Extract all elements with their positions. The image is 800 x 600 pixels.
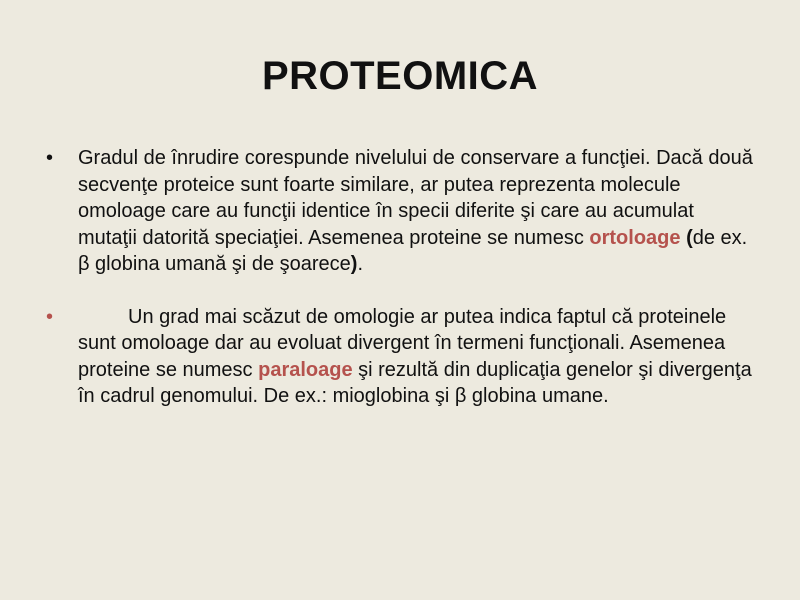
bullet-item-1 [46,145,756,278]
term-paraloage: paraloage [258,358,353,381]
slide-body [46,145,756,410]
bullet-marker: • [46,305,54,328]
paren-close: ) [350,253,358,275]
paren-open: ( [680,226,693,249]
bullet-marker: • [46,147,54,169]
bullet-1-text: Gradul de înrudire corespunde nivelului de conservare a funcţiei. Dacă două secvenţe proteice sunt foarte similare, ar putea reprezenta molecule omoloage care au funcţii identice în specii diferite şi care au acumulat mutaţii datorită speciaţiei. Asemenea proteine se numesc [78,147,753,249]
bullet-2-text-after: şi rezultă din duplicaţia genelor şi divergenţa în cadrul genomului. De ex.: mioglobina şi β globina umane. [78,358,752,407]
term-ortoloage: ortoloage [589,226,681,249]
bullet-2-text: Un grad mai scăzut de omologie ar putea indica faptul că proteinele sunt omoloage dar au evoluat divergent în termeni funcţionali. Asemenea proteine se numesc [78,305,727,381]
bullet-1-end: . [357,253,364,275]
bullet-1-example: de ex. β globina umană şi de şoarece [78,226,748,275]
slide-title: PROTEOMICA [261,54,539,98]
bullet-item-2 [46,304,756,410]
